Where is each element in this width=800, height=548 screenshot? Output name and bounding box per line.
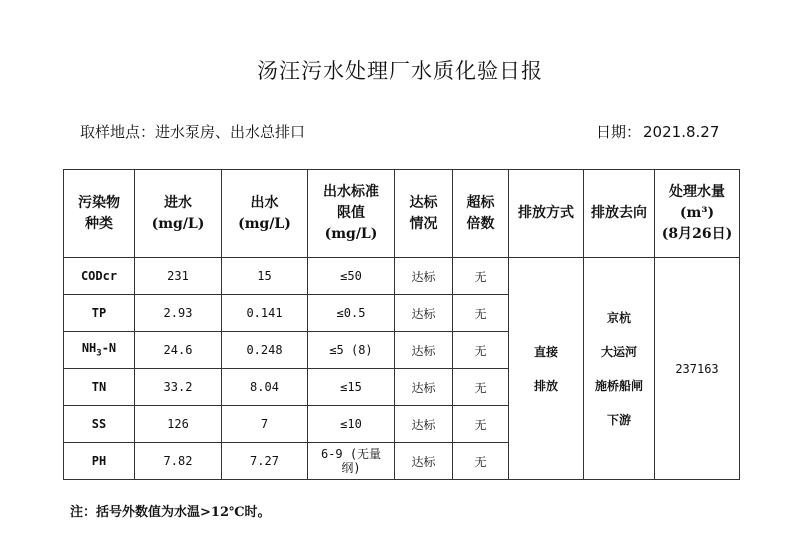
header-compliance-line2: 情况 [409,215,438,232]
row-standard [308,443,395,480]
row-exceed: 无 [453,406,509,443]
row-compliance: 达标 [395,295,453,332]
row-item: TP [64,295,135,332]
row-standard: ≤15 [308,369,395,406]
discharge-destination-line2: 大运河 [600,344,637,359]
row-compliance: 达标 [395,369,453,406]
header-item [64,170,135,258]
report-title: 汤汪污水处理厂水质化验日报 [257,59,543,83]
discharge-destination-line3: 施桥船闸 [594,378,643,393]
header-standard-line1: 出水标准 [323,184,379,200]
row-item-subscript: 3 [96,348,102,359]
row-item [64,332,135,369]
header-outflow-line2: (mg/L) [238,215,291,232]
discharge-destination-line1: 京杭 [606,310,631,325]
header-outflow-line1: 出水 [250,194,279,211]
header-standard [308,170,395,258]
row-inflow: 33.2 [135,369,222,406]
row-inflow: 126 [135,406,222,443]
row-standard: ≤5 (8) [308,332,395,369]
header-volume-line3: (8月26日) [661,226,733,242]
header-item-line2: 种类 [85,215,113,232]
header-inflow-line2: (mg/L) [151,215,205,232]
header-destination: 排放去向 [584,170,655,258]
row-item: SS [64,406,135,443]
row-outflow: 0.248 [222,332,308,369]
row-outflow: 7 [222,406,308,443]
header-compliance-line1: 达标 [409,194,438,211]
footnote: 注：括号外数值为水温>12℃时。 [70,505,271,520]
row-compliance: 达标 [395,443,453,480]
row-exceed: 无 [453,369,509,406]
row-item-tail: -N [101,341,117,356]
header-compliance [395,170,453,258]
header-exceed-line1: 超标 [466,194,495,211]
row-exceed: 无 [453,332,509,369]
row-standard: ≤50 [308,258,395,295]
row-compliance: 达标 [395,258,453,295]
header-volume-line2: (m³) [679,205,715,221]
row-inflow: 7.82 [135,443,222,480]
discharge-method-line1: 直接 [533,344,558,359]
row-standard-line2: 纲) [341,461,361,475]
header-exceed [453,170,509,258]
header-inflow-line1: 进水 [164,194,192,211]
row-inflow: 2.93 [135,295,222,332]
discharge-destination-line4: 下游 [606,412,631,427]
table-row [64,258,740,295]
treated-volume: 237163 [655,258,740,480]
header-item-line1: 污染物 [78,194,120,211]
header-volume [655,170,740,258]
row-item: PH [64,443,135,480]
row-outflow: 15 [222,258,308,295]
row-exceed: 无 [453,443,509,480]
date-label: 日期： [596,123,642,141]
row-standard: ≤0.5 [308,295,395,332]
discharge-destination [584,258,655,480]
row-compliance: 达标 [395,406,453,443]
water-quality-table [63,169,740,480]
row-outflow: 0.141 [222,295,308,332]
report-date [596,121,719,142]
row-exceed: 无 [453,258,509,295]
row-exceed: 无 [453,295,509,332]
header-outflow [222,170,308,258]
discharge-method [509,258,584,480]
header-method: 排放方式 [509,170,584,258]
row-compliance: 达标 [395,332,453,369]
date-value: 2021.8.27 [643,123,720,141]
header-volume-line1: 处理水量 [669,184,725,200]
header-row [64,170,740,258]
row-item: CODcr [64,258,135,295]
row-standard-line1: 6-9 (无量 [320,447,382,461]
row-item: TN [64,369,135,406]
sampling-location: 取样地点：进水泵房、出水总排口 [80,123,306,141]
row-outflow: 8.04 [222,369,308,406]
row-standard: ≤10 [308,406,395,443]
header-standard-line2: 限值 [337,205,365,221]
header-inflow [135,170,222,258]
header-exceed-line2: 倍数 [466,215,495,232]
row-inflow: 24.6 [135,332,222,369]
row-outflow: 7.27 [222,443,308,480]
header-standard-line3: (mg/L) [324,226,378,242]
discharge-method-line2: 排放 [533,378,558,393]
row-inflow: 231 [135,258,222,295]
row-item-main: NH [81,341,97,356]
